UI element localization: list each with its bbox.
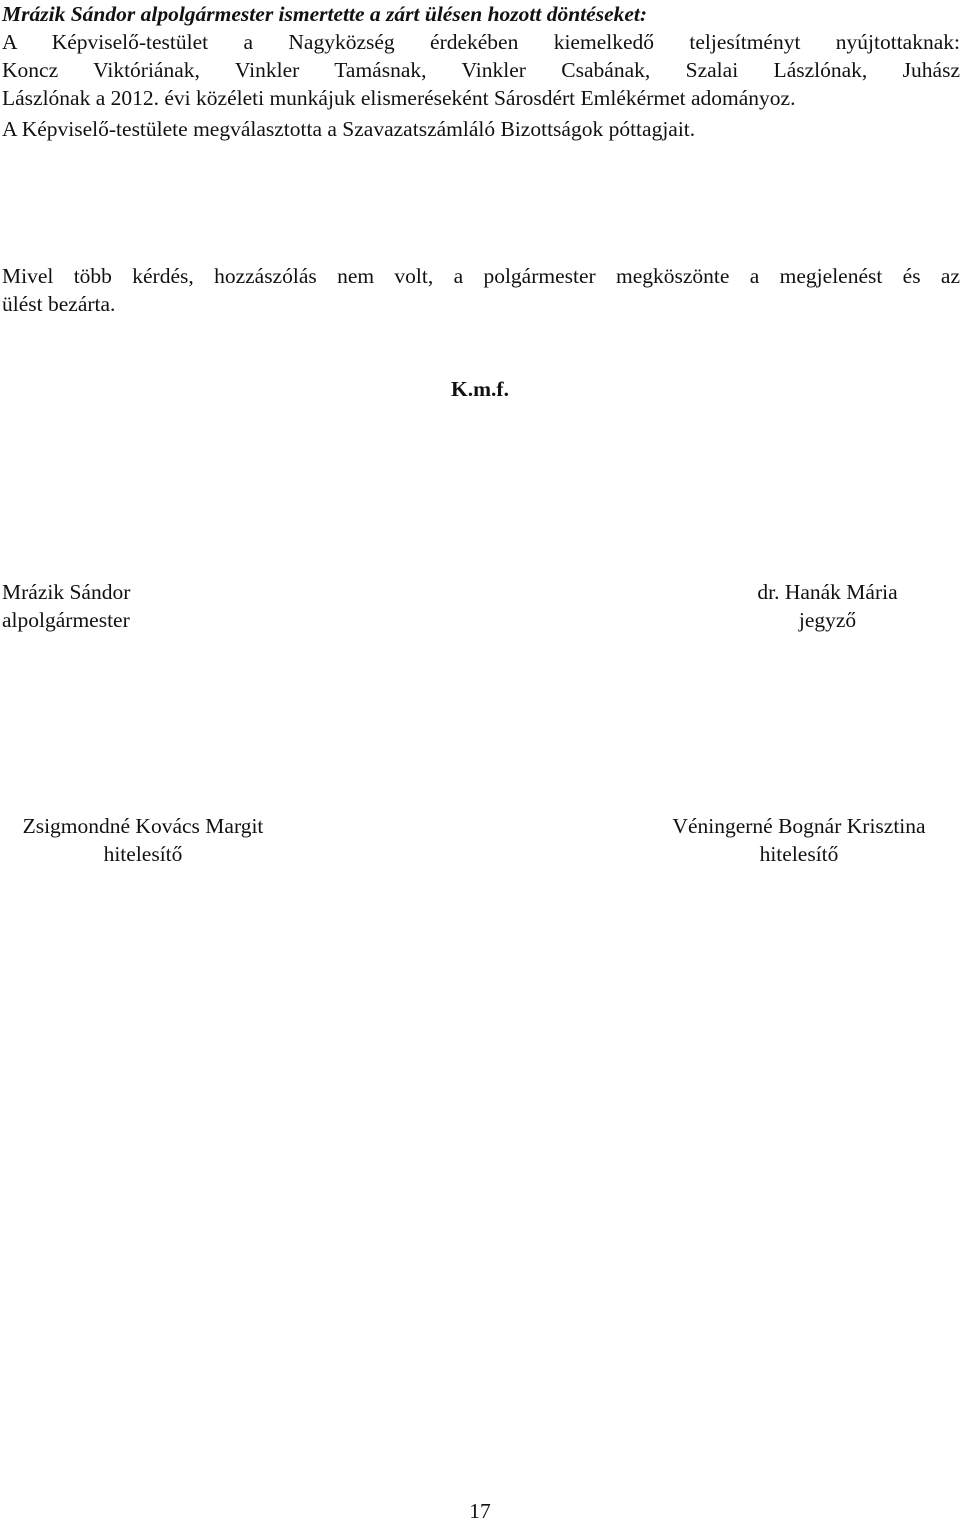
signatory-name: Véningerné Bognár Krisztina [672, 814, 926, 838]
paragraph-line: A Képviselő-testülete megválasztotta a Szavazatszámláló Bizottságok póttagjait. [2, 117, 696, 141]
closing-paragraph [2, 262, 960, 318]
signature-authenticator-1 [0, 812, 286, 868]
signatory-role: alpolgármester [2, 608, 130, 632]
kmf-label: K.m.f. [451, 377, 509, 401]
award-paragraph [2, 28, 960, 112]
signatory-role: jegyző [798, 608, 857, 632]
signatory-role: hitelesítő [103, 842, 183, 866]
paragraph-line: Koncz Viktóriának, Vinkler Tamásnak, Vinkler Csabának, Szalai Lászlónak, Juhász [2, 58, 960, 82]
section-heading: Mrázik Sándor alpolgármester ismertette a zárt ülésen hozott döntéseket: [2, 2, 648, 26]
signatory-name: Zsigmondné Kovács Margit [22, 814, 264, 838]
signature-authenticator-2 [648, 812, 950, 868]
committee-paragraph [2, 115, 960, 143]
signature-deputy-mayor [2, 578, 130, 634]
paragraph-line: Mivel több kérdés, hozzászólás nem volt, a polgármester megköszönte a megjelenést és az [2, 264, 960, 288]
page-number: 17 [469, 1499, 491, 1523]
paragraph-line: ülést bezárta. [2, 292, 116, 316]
signatory-name: Mrázik Sándor [2, 580, 131, 604]
signatory-role: hitelesítő [759, 842, 839, 866]
paragraph-line: Lászlónak a 2012. évi közéleti munkájuk elismeréseként Sárosdért Emlékérmet adományoz. [2, 86, 796, 110]
signature-notary [740, 578, 915, 634]
paragraph-line: A Képviselő-testület a Nagyközség érdekében kiemelkedő teljesítményt nyújtottaknak: [2, 30, 960, 54]
signatory-name: dr. Hanák Mária [757, 580, 898, 604]
